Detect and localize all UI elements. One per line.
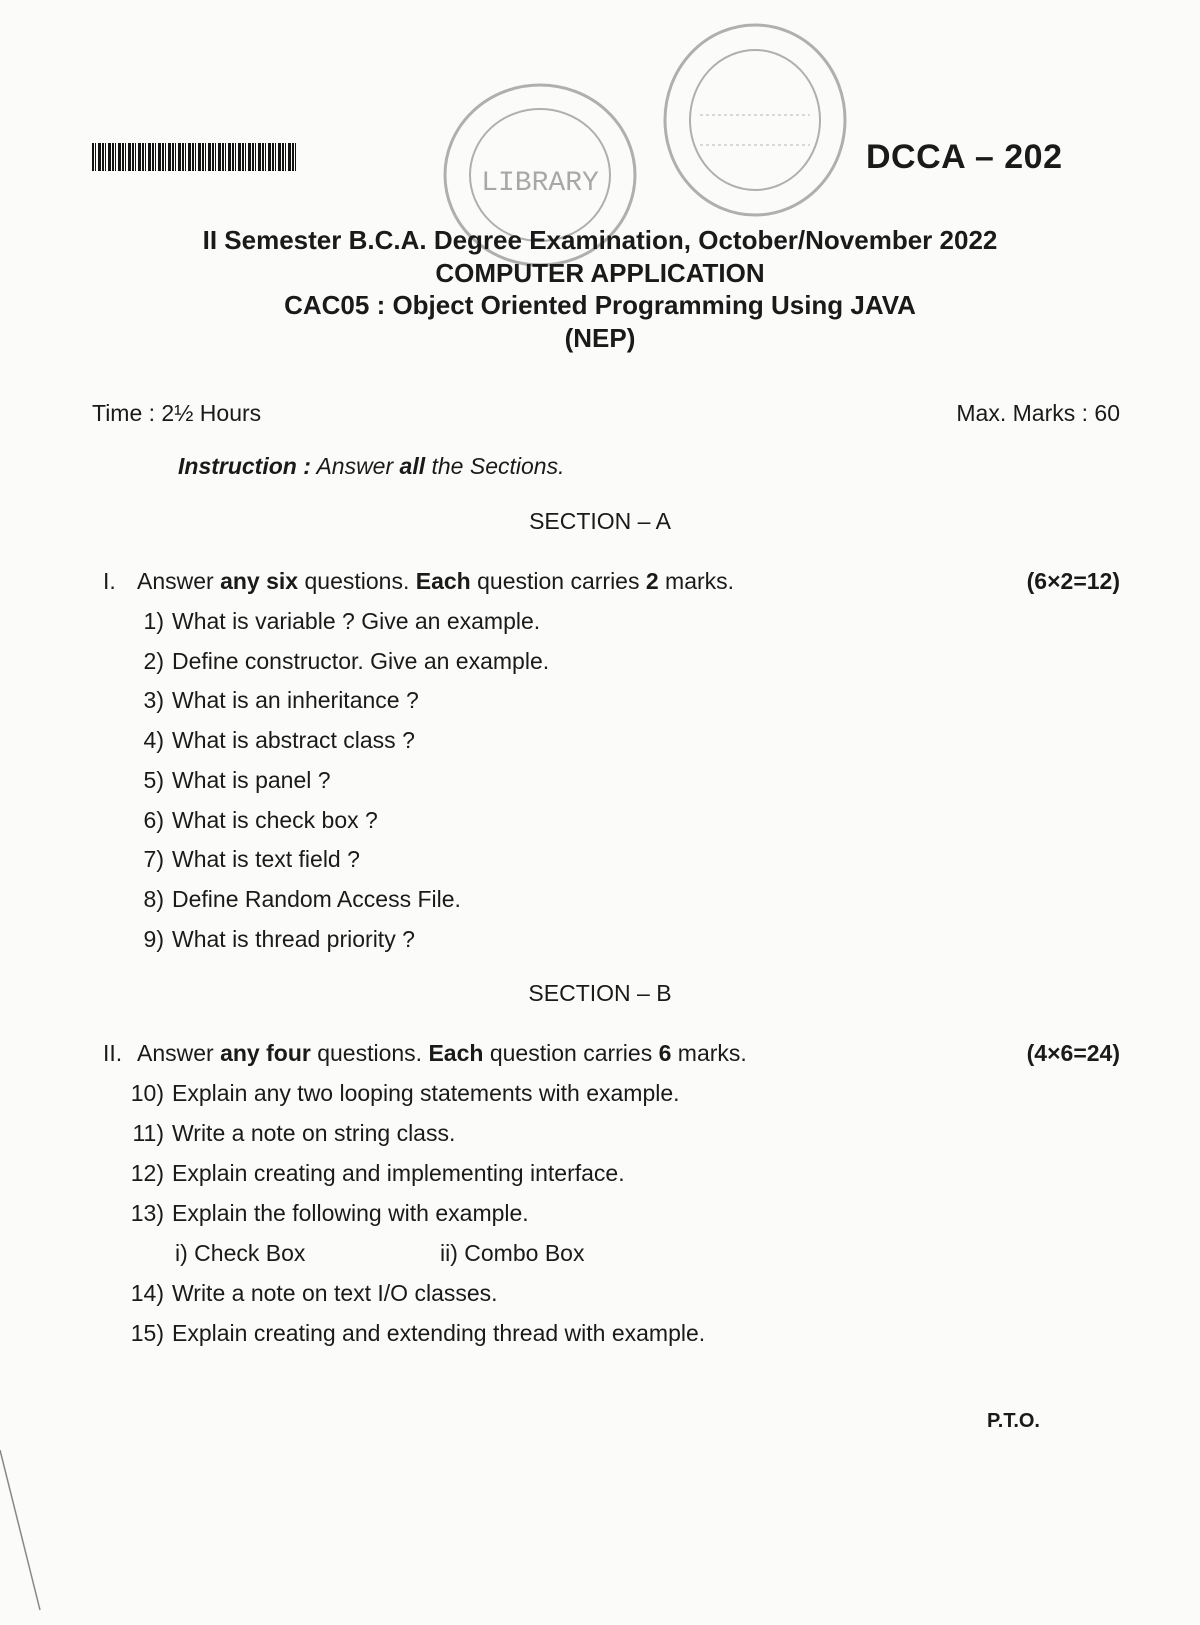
question-number: 10) [130, 1080, 164, 1106]
question-number: 5) [143, 766, 164, 793]
question-text: Write a note on text I/O classes. [172, 1280, 498, 1306]
question-number: 12) [130, 1160, 164, 1186]
question-number: 6) [143, 806, 164, 833]
question-text: What is an inheritance ? [172, 687, 419, 714]
question-text: What is panel ? [172, 766, 331, 793]
question-text: Define constructor. Give an example. [172, 647, 550, 674]
question-text: Define Random Access File. [172, 885, 461, 912]
question-text: Explain creating and implementing interface. [172, 1160, 625, 1186]
barcode [92, 143, 296, 171]
section-b-title: SECTION – B [528, 980, 672, 1006]
question-text: Explain creating and extending thread with example. [172, 1320, 706, 1346]
question-number: 11) [132, 1120, 164, 1146]
question-number: 4) [143, 727, 164, 754]
section-b-marks: (4×6=24) [1026, 1040, 1120, 1066]
question-text: Write a note on string class. [172, 1120, 456, 1146]
library-stamp-right [660, 20, 850, 220]
sub-item: ii) Combo Box [440, 1240, 585, 1266]
instruction-line: Instruction : Answer all the Sections. [178, 453, 565, 479]
question-number: 1) [143, 608, 164, 634]
question-item [128, 687, 419, 714]
section-b-instruction: II. Answer any four questions. Each question carries 6 marks. [103, 1040, 747, 1066]
question-number: 2) [143, 647, 164, 674]
question-text: Explain the following with example. [172, 1200, 529, 1226]
question-number: 15) [130, 1320, 164, 1346]
max-marks-label: Max. Marks : 60 [956, 400, 1120, 426]
question-item [122, 1080, 680, 1107]
time-label: Time : 2½ Hours [92, 400, 262, 426]
question-item [122, 1160, 625, 1187]
question-number: 13) [130, 1200, 164, 1226]
question-item [122, 1280, 498, 1307]
question-item [128, 608, 540, 635]
section-a-title: SECTION – A [529, 508, 671, 534]
question-number: 8) [143, 885, 164, 912]
section-a-marks: (6×2=12) [1026, 568, 1120, 594]
question-text: What is variable ? Give an example. [172, 608, 541, 634]
question-item [128, 807, 378, 834]
question-item [122, 1120, 455, 1147]
question-number: 7) [143, 846, 164, 873]
question-number: 9) [143, 925, 164, 952]
stamp-library-text: LIBRARY [481, 168, 599, 199]
question-item [128, 648, 549, 675]
sub-item: i) Check Box [175, 1240, 306, 1266]
pto-label: P.T.O. [987, 1410, 1040, 1432]
question-text: What is thread priority ? [172, 925, 415, 952]
question-item [128, 846, 360, 873]
scan-mark [0, 1450, 60, 1620]
question-item [128, 886, 461, 913]
question-item [128, 767, 331, 794]
question-item [122, 1200, 529, 1227]
section-a-instruction: I. Answer any six questions. Each question carries 2 marks. [103, 568, 735, 594]
question-number: 3) [143, 687, 164, 714]
question-text: What is check box ? [172, 806, 378, 833]
instruction-label: Instruction : [178, 453, 311, 479]
question-item [122, 1320, 705, 1347]
question-item [128, 727, 415, 754]
question-text: What is text field ? [172, 846, 360, 873]
question-text: What is abstract class ? [172, 727, 415, 754]
semester-line: II Semester B.C.A. Degree Examination, October/November 2022 [202, 225, 998, 255]
scheme-label: (NEP) [564, 323, 636, 353]
question-text: Explain any two looping statements with example. [172, 1080, 680, 1106]
paper-title: CAC05 : Object Oriented Programming Using JAVA [284, 290, 916, 320]
subject-title: COMPUTER APPLICATION [435, 258, 765, 288]
question-number: 14) [130, 1280, 164, 1306]
question-item [128, 926, 415, 953]
paper-code: DCCA – 202 [866, 138, 1063, 176]
